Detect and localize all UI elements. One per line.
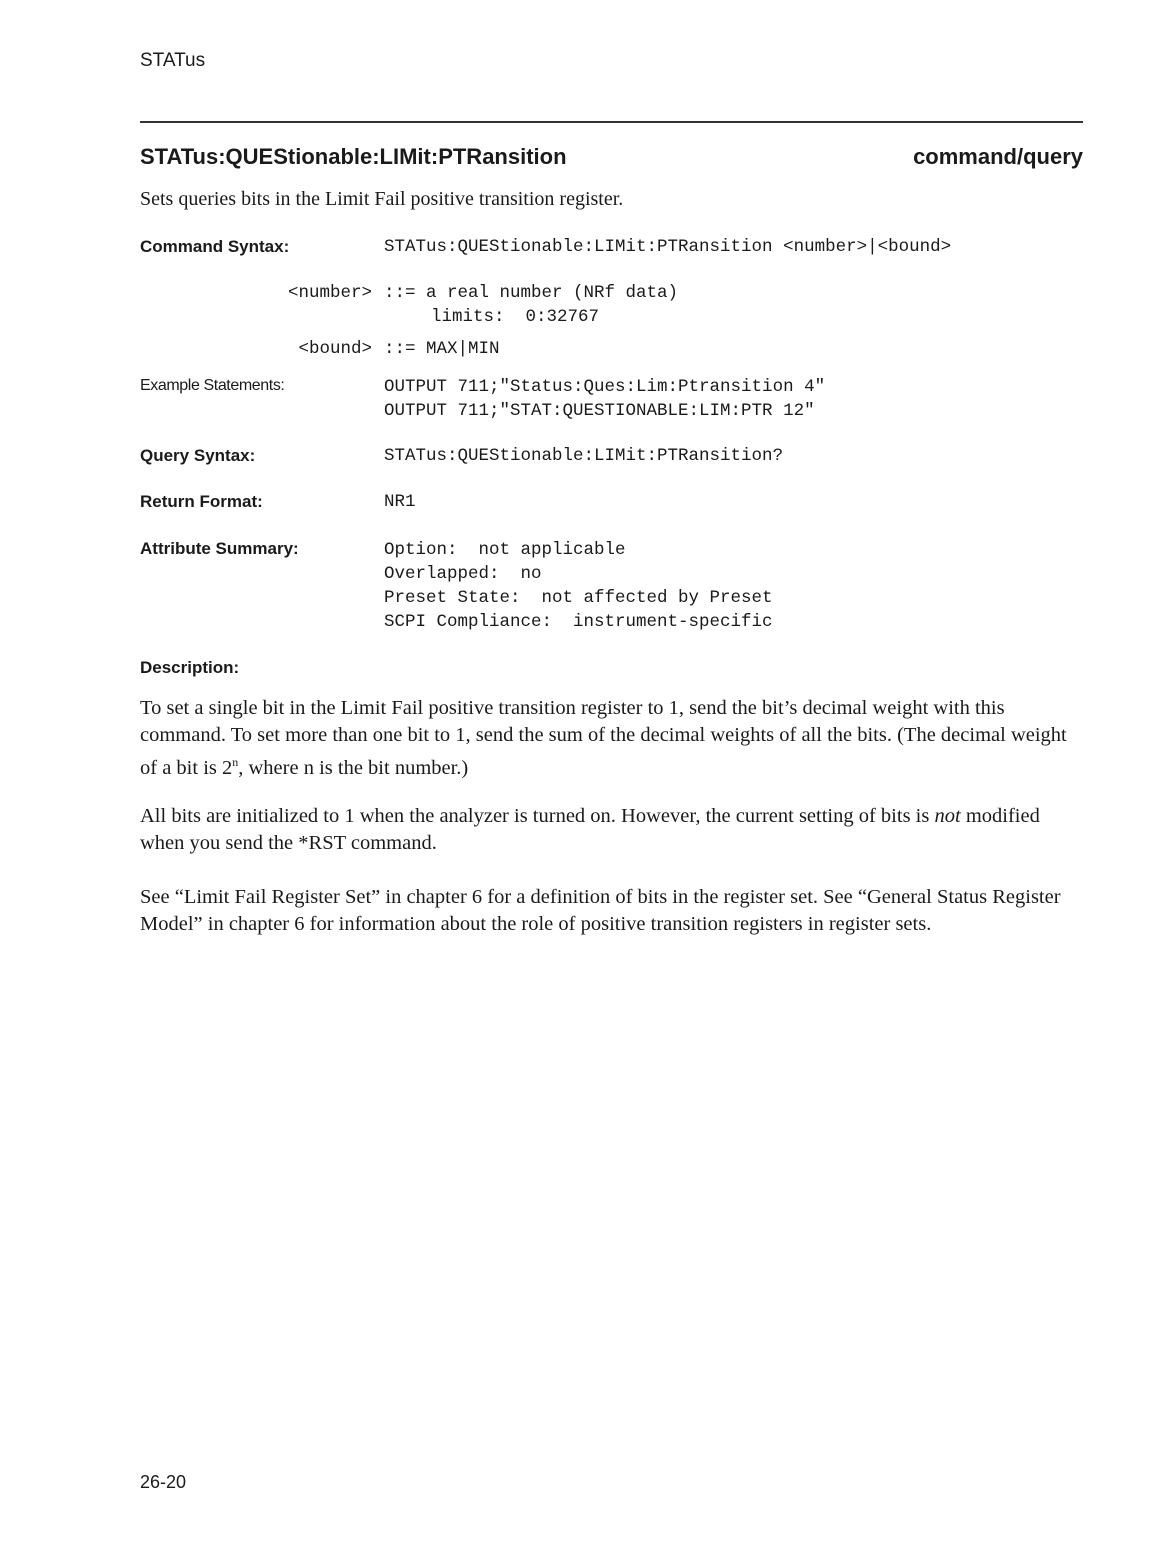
attribute-summary-label: Attribute Summary: [140,539,299,558]
query-syntax-value: STATus:QUEStionable:LIMit:PTRansition? [384,446,784,466]
example-statements-label: Example Statements: [140,377,285,394]
page-number: 26-20 [140,1472,187,1492]
example-line: OUTPUT 711;"Status:Ques:Lim:Ptransition 4" [384,377,826,397]
return-format-value: NR1 [384,492,416,512]
example-line: OUTPUT 711;"STAT:QUESTIONABLE:LIM:PTR 12" [384,401,815,421]
command-type: command/query [913,144,1083,169]
attribute-summary [384,538,773,634]
summary-text: Sets queries bits in the Limit Fail positive transition register. [140,188,624,210]
description-paragraph-1: To set a single bit in the Limit Fail positive transition register to 1, send the bit’s decimal weight with this command. To set more than one bit to 1, send the sum of the decimal weights of all the bits. (The decimal weight of a bit is 2$^n$, where n is the bit number.) [140,697,1067,779]
example-statements [384,375,825,423]
attribute-line: SCPI Compliance: instrument-specific [384,612,773,632]
query-syntax-label: Query Syntax: [140,446,256,465]
attribute-line: Overlapped: no [384,564,542,584]
command-syntax-value: STATus:QUEStionable:LIMit:PTRansition <number>|<bound> [384,237,952,257]
running-header: STATus [140,50,206,71]
return-format-label: Return Format: [140,492,263,511]
param-bound-def: ::= MAX|MIN [384,339,500,359]
param-number-limits: limits: 0:32767 [431,307,600,327]
param-bound-name: <bound> [298,339,372,359]
command-syntax-label: Command Syntax: [140,237,290,256]
param-number-name: <number> [287,283,372,303]
attribute-line: Option: not applicable [384,540,626,560]
command-title: STATus:QUEStionable:LIMit:PTRansition [140,144,567,169]
param-number-def: ::= a real number (NRf data) [384,283,679,303]
header-rule [140,121,1083,123]
description-label: Description: [140,658,240,677]
description-paragraph-2: All bits are initialized to 1 when the analyzer is turned on. However, the current setting of bits is not modified when you send the *RST command. [140,805,1040,854]
description-paragraph-3: See “Limit Fail Register Set” in chapter 6 for a definition of bits in the register set. See “General Status Register Model” in chapter 6 for information about the role of positive transition registers in register sets. [140,886,1061,935]
attribute-line: Preset State: not affected by Preset [384,588,773,608]
